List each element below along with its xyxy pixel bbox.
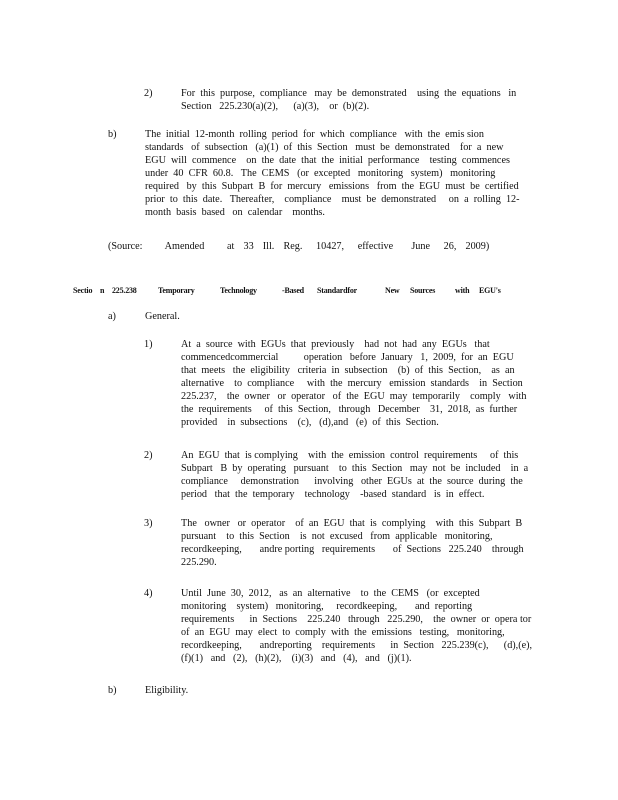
heading-part: with: [455, 286, 470, 295]
text-line: Subpart B by operating pursuant to this Section may not be included in a: [181, 463, 529, 474]
heading-part: Technology: [220, 286, 257, 295]
item-text: [181, 338, 533, 429]
heading-part: 225.238: [112, 286, 137, 295]
item-marker: 3): [144, 518, 153, 529]
text-line: recordkeeping, andre porting requirements of Sections 225.240 through: [181, 544, 524, 555]
text-line: 225.290.: [181, 557, 217, 568]
text-line: The owner or operator of an EGU that is complying with this Subpart B: [181, 518, 523, 529]
source-note: (Source: Amended at 33 Ill. Reg. 10427, effective June 26, 2009): [108, 241, 490, 252]
text-line: For this purpose, compliance may be demonstrated using the equations in: [181, 88, 517, 99]
text-line: monitoring system) monitoring, recordkeeping, and reporting: [181, 601, 473, 612]
text-line: (f)(1) and (2), (h)(2), (i)(3) and (4), and (j)(1).: [181, 653, 412, 664]
item-marker: 2): [144, 88, 153, 99]
text-line: provided in subsections (c), (d),and (e) of this Section.: [181, 417, 439, 428]
text-line: The initial 12-month rolling period for which compliance with the emis sion: [145, 129, 484, 140]
text-line: the requirements of this Section, through December 31, 2018, as further: [181, 404, 518, 415]
heading-part: Standardfor: [317, 286, 358, 295]
text-line: alternative to compliance with the mercury emission standards in Section: [181, 378, 523, 389]
item-text: [145, 310, 345, 323]
text-line: prior to this date. Thereafter, compliance must be demonstrated on a rolling 12-: [145, 194, 520, 205]
text-line: EGU will commence on the date that the initial performance testing commences: [145, 155, 510, 166]
item-marker: 1): [144, 339, 153, 350]
text-line: Section 225.230(a)(2), (a)(3), or (b)(2).: [181, 101, 370, 112]
heading-part: -Based: [282, 286, 304, 295]
text-line: compliance demonstration involving other EGUs at the source during the: [181, 476, 523, 487]
item-text: [181, 449, 533, 501]
heading-part: New: [385, 286, 400, 295]
text-line: of an EGU may elect to comply with the emissions testing, monitoring,: [181, 627, 505, 638]
text-line: requirements in Sections 225.240 through 225.290, the owner or opera tor: [181, 614, 532, 625]
text-line: standards of subsection (a)(1) of this Section must be demonstrated for a new: [145, 142, 504, 153]
text-line: that meets the eligibility criteria in subsection (b) of this Section, as an: [181, 365, 515, 376]
item-marker: 4): [144, 588, 153, 599]
item-marker: b): [108, 685, 117, 696]
text-line: commencedcommercial operation before January 1, 2009, for an EGU: [181, 352, 514, 363]
item-marker: b): [108, 129, 117, 140]
text-line: Until June 30, 2012, as an alternative to the CEMS (or excepted: [181, 588, 480, 599]
item-text: [145, 128, 535, 219]
heading-part: n: [100, 286, 105, 295]
text-line: An EGU that is complying with the emission control requirements of this: [181, 450, 519, 461]
text-line: under 40 CFR 60.8. The CEMS (or excepted monitoring system) monitoring: [145, 168, 496, 179]
text-line: required by this Subpart B for mercury emissions from the EGU must be certified: [145, 181, 519, 192]
text-line: 225.237, the owner or operator of the EGU may temporarily comply with: [181, 391, 527, 402]
item-text: [181, 587, 533, 665]
item-marker: 2): [144, 450, 153, 461]
text-line: At a source with EGUs that previously had not had any EGUs that: [181, 339, 490, 350]
heading-part: EGU's: [479, 286, 501, 295]
text-line: period that the temporary technology -based standard is in effect.: [181, 489, 485, 500]
item-text: [181, 517, 524, 569]
text-line: pursuant to this Section is not excused from applicable monitoring,: [181, 531, 493, 542]
text-line: month basis based on calendar months.: [145, 207, 325, 218]
item-text: [145, 684, 345, 697]
item-text: [181, 87, 535, 113]
heading-part: Sectio: [73, 286, 93, 295]
heading-part: Temporary: [158, 286, 195, 295]
item-marker: a): [108, 311, 116, 322]
text-line: General.: [145, 311, 180, 322]
text-line: Eligibility.: [145, 685, 189, 696]
text-line: recordkeeping, andreporting requirements in Section 225.239(c), (d),(e),: [181, 640, 533, 651]
heading-part: Sources: [410, 286, 436, 295]
